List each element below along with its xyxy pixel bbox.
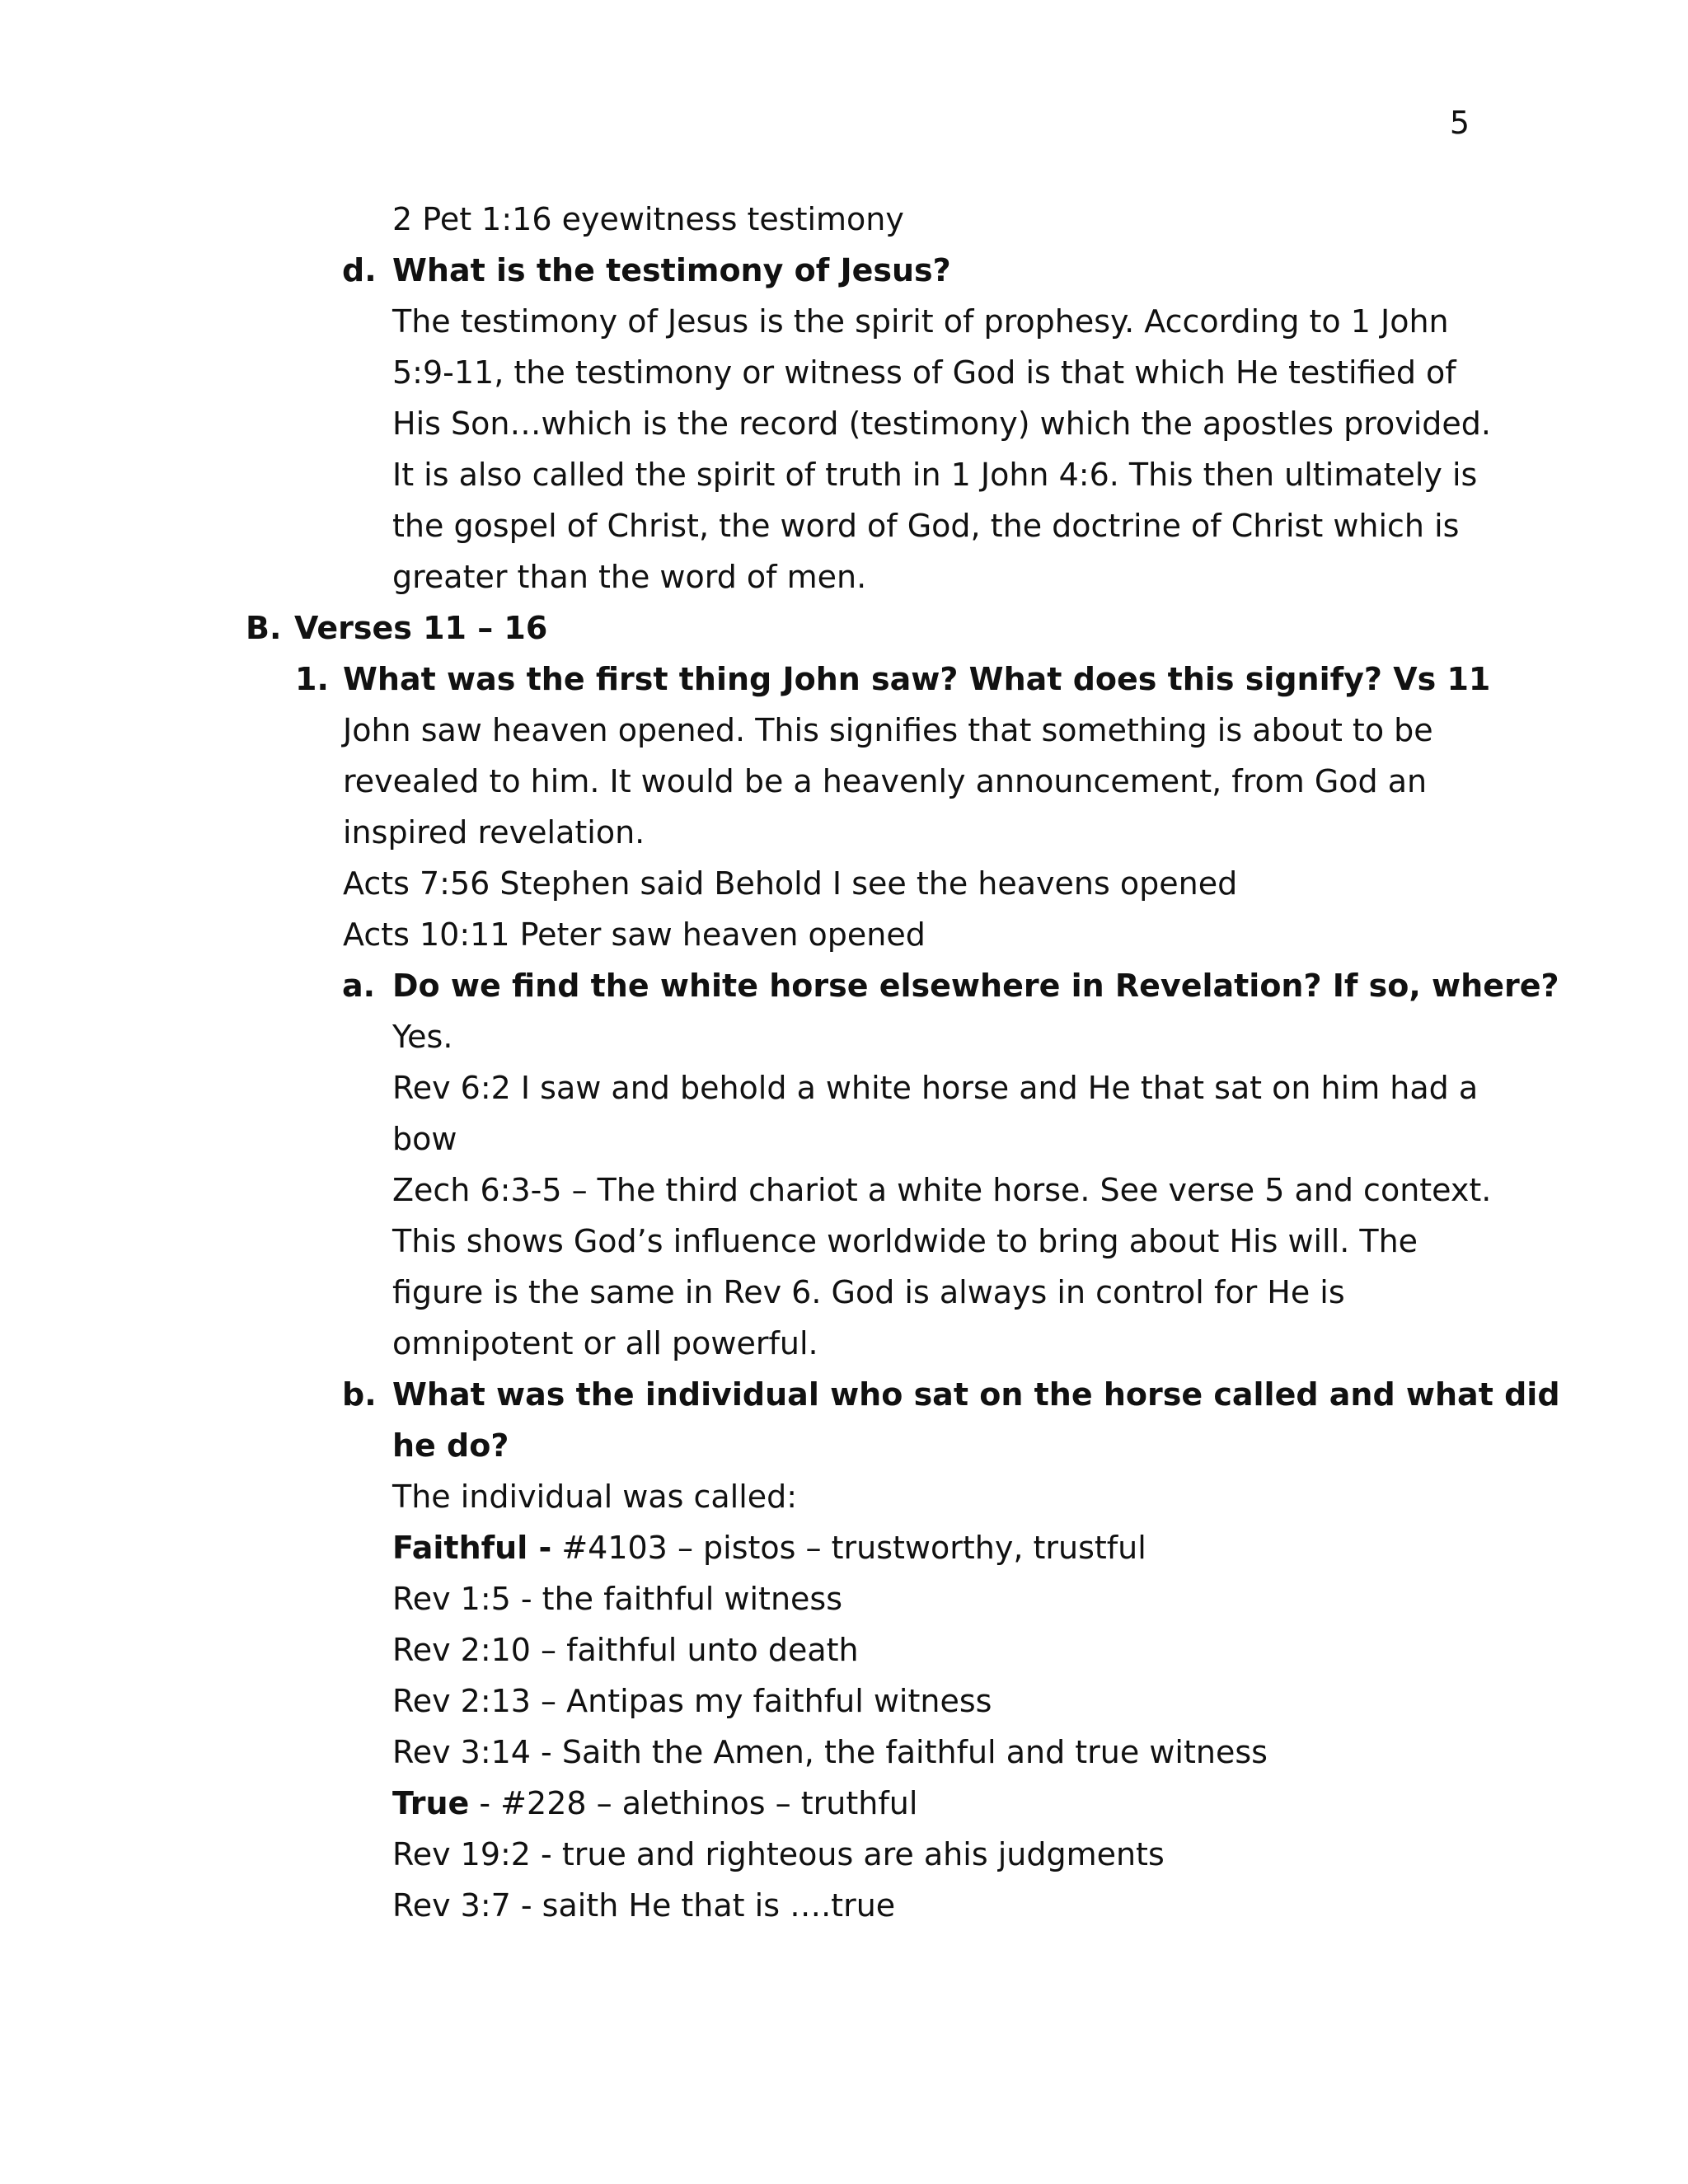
answer-line: Rev 6:2 I saw and behold a white horse and He that sat on him had a bbox=[392, 1070, 1479, 1106]
answer-line: Yes. bbox=[392, 1019, 453, 1055]
question-1: What was the first thing John saw? What does this signify? Vs 11 bbox=[343, 661, 1491, 697]
question-b: What was the individual who sat on the horse called and what did bbox=[392, 1376, 1560, 1413]
answer-line: Zech 6:3-5 – The third chariot a white horse. See verse 5 and context. bbox=[392, 1172, 1492, 1208]
reference-line: 2 Pet 1:16 eyewitness testimony bbox=[392, 201, 904, 237]
answer-line: revealed to him. It would be a heavenly announcement, from God an bbox=[343, 763, 1428, 799]
reference-line: Rev 2:13 – Antipas my faithful witness bbox=[392, 1683, 992, 1719]
reference-line: Rev 19:2 - true and righteous are ahis judgments bbox=[392, 1836, 1165, 1872]
answer-line: It is also called the spirit of truth in 1 John 4:6. This then ultimately is bbox=[392, 457, 1478, 493]
reference-line: Rev 3:7 - saith He that is ….true bbox=[392, 1887, 896, 1924]
reference-line: Acts 7:56 Stephen said Behold I see the heavens opened bbox=[343, 865, 1238, 902]
answer-line: 5:9-11, the testimony or witness of God is that which He testified of bbox=[392, 354, 1456, 391]
term-true: True bbox=[392, 1785, 470, 1821]
list-marker-d: d. bbox=[342, 252, 377, 288]
reference-line: Rev 3:14 - Saith the Amen, the faithful and true witness bbox=[392, 1734, 1268, 1770]
answer-line: The individual was called: bbox=[392, 1479, 798, 1515]
section-marker-b: B. bbox=[246, 610, 282, 646]
list-marker-1: 1. bbox=[295, 661, 329, 697]
term-faithful-definition: #4103 – pistos – trustworthy, trustful bbox=[551, 1530, 1146, 1566]
answer-line: John saw heaven opened. This signifies that something is about to be bbox=[343, 712, 1433, 748]
reference-line: Acts 10:11 Peter saw heaven opened bbox=[343, 916, 926, 953]
answer-line: inspired revelation. bbox=[343, 814, 645, 851]
section-heading: Verses 11 – 16 bbox=[294, 610, 548, 646]
answer-line: This shows God’s influence worldwide to bring about His will. The bbox=[392, 1223, 1418, 1259]
answer-line: The testimony of Jesus is the spirit of prophesy. According to 1 John bbox=[392, 303, 1449, 340]
reference-line: Rev 1:5 - the faithful witness bbox=[392, 1581, 843, 1617]
term-true-definition: - #228 – alethinos – truthful bbox=[469, 1785, 918, 1821]
answer-line: figure is the same in Rev 6. God is always in control for He is bbox=[392, 1274, 1345, 1310]
page-number: 5 bbox=[1449, 105, 1470, 141]
answer-line: omnipotent or all powerful. bbox=[392, 1325, 818, 1361]
question-a: Do we find the white horse elsewhere in Revelation? If so, where? bbox=[392, 968, 1559, 1004]
list-marker-b: b. bbox=[342, 1376, 377, 1413]
question-d: What is the testimony of Jesus? bbox=[392, 252, 951, 288]
question-b-continued: he do? bbox=[392, 1427, 509, 1464]
answer-line: His Son…which is the record (testimony) which the apostles provided. bbox=[392, 405, 1491, 442]
reference-line: Rev 2:10 – faithful unto death bbox=[392, 1632, 859, 1668]
term-faithful: Faithful - bbox=[392, 1530, 552, 1566]
answer-line: the gospel of Christ, the word of God, the doctrine of Christ which is bbox=[392, 508, 1460, 544]
answer-line: bow bbox=[392, 1121, 457, 1157]
list-marker-a: a. bbox=[342, 968, 376, 1004]
definition-true bbox=[392, 1778, 917, 1829]
definition-faithful bbox=[392, 1522, 1146, 1573]
answer-line: greater than the word of men. bbox=[392, 559, 867, 595]
